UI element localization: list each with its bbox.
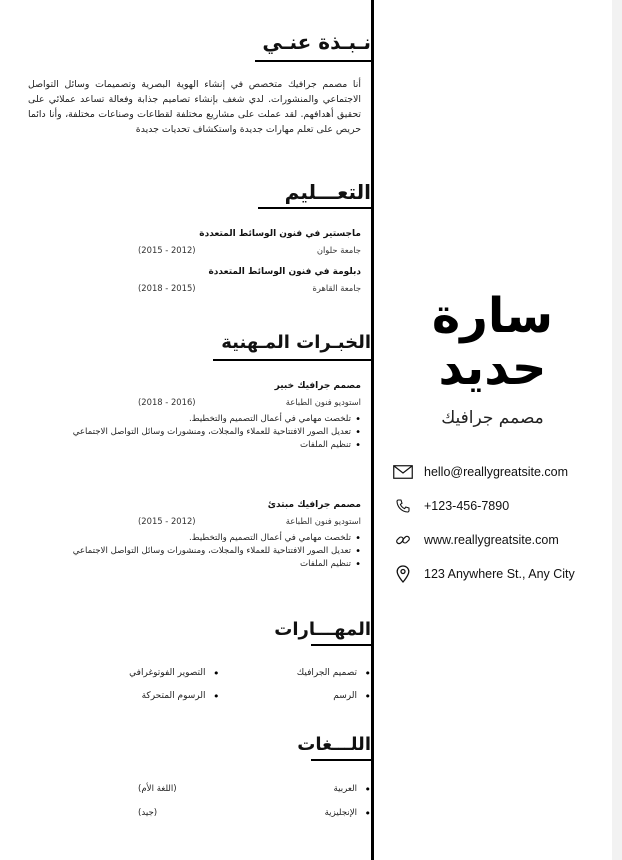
languages-heading: اللـــغات bbox=[297, 734, 371, 755]
experience-section bbox=[28, 332, 371, 357]
education-list bbox=[28, 229, 371, 293]
contact-email[interactable] bbox=[392, 455, 602, 489]
experience-item bbox=[28, 381, 371, 452]
name-first: سارة bbox=[431, 288, 554, 344]
education-heading-underline bbox=[258, 207, 371, 209]
education-item bbox=[28, 267, 371, 293]
link-icon bbox=[392, 529, 414, 551]
job-role: مصمم جرافيك خبير bbox=[274, 381, 361, 391]
phone-icon bbox=[392, 495, 414, 517]
contact-address[interactable] bbox=[392, 557, 602, 591]
job-bullet: • تلخصت مهامي في أعمال التصميم والتخطيط. bbox=[28, 413, 361, 426]
experience-heading: الخبـرات المـهنية bbox=[221, 332, 371, 353]
languages-list bbox=[28, 784, 371, 832]
email-text: hello@reallygreatsite.com bbox=[424, 465, 569, 479]
education-years: (2015 - 2018) bbox=[138, 283, 196, 293]
phone-text: +123-456-7890 bbox=[424, 499, 510, 513]
name-last: حديد bbox=[438, 340, 547, 396]
job-bullet: • تعديل الصور الافتتاحية للعملاء والمجلات، ومنشورات وسائل التواصل الاجتماعي bbox=[28, 426, 361, 439]
profile-name bbox=[400, 290, 585, 394]
education-heading: التعـــليم bbox=[284, 180, 371, 204]
languages-heading-underline bbox=[311, 759, 371, 761]
job-years: (2016 - 2018) bbox=[138, 397, 196, 407]
website-text: www.reallygreatsite.com bbox=[424, 533, 559, 547]
skills-heading: المهـــارات bbox=[274, 619, 371, 640]
education-item bbox=[28, 229, 371, 255]
vertical-divider bbox=[371, 0, 374, 860]
education-years: (2012 - 2015) bbox=[138, 245, 196, 255]
language-name: • العربية bbox=[333, 784, 357, 794]
contact-phone[interactable] bbox=[392, 489, 602, 523]
envelope-icon bbox=[392, 461, 414, 483]
degree-title: دبلومة في فنون الوسائط المتعددة bbox=[208, 267, 361, 277]
skills-heading-underline bbox=[311, 644, 371, 646]
language-level: (جيد) bbox=[138, 808, 158, 818]
job-role: مصمم جرافيك مبتدئ bbox=[267, 500, 361, 510]
about-section bbox=[28, 30, 371, 58]
contact-list bbox=[392, 455, 602, 591]
education-section bbox=[28, 180, 371, 208]
about-text: أنا مصمم جرافيك متخصص في إنشاء الهوية البصرية وتصميمات وسائل التواصل الاجتماعي والمنشورات. لدي شغف بإنشاء تصاميم جذابة وفعالة تساعد عملائي على تحقيق أهدافهم. لقد عملت على مشاريع مختلفة لقطاعات وصناعات مختلفة، وأنا دائما حريص على تعلم مهارات جديدة واستكشاف تحديات جديدة bbox=[28, 79, 361, 135]
language-item bbox=[28, 784, 371, 794]
skill-item: • الرسوم المتحركة bbox=[68, 691, 220, 701]
profile-title: مصمم جرافيك bbox=[441, 408, 544, 428]
skills-section bbox=[28, 619, 371, 644]
scrollbar[interactable] bbox=[612, 0, 622, 860]
degree-title: ماجستير في فنون الوسائط المتعددة bbox=[199, 229, 361, 239]
about-heading: نـبـذة عنـي bbox=[262, 30, 371, 54]
skills-list bbox=[28, 668, 371, 701]
about-heading-underline bbox=[255, 60, 371, 62]
experience-heading-underline bbox=[213, 359, 371, 361]
job-years: (2012 - 2015) bbox=[138, 516, 196, 526]
skill-item: • التصوير الفوتوغرافي bbox=[68, 668, 220, 678]
job-bullet: • تنظيم الملفات bbox=[28, 439, 361, 452]
contact-website[interactable] bbox=[392, 523, 602, 557]
language-name: • الإنجليزية bbox=[324, 808, 357, 818]
school-name: جامعة حلوان bbox=[316, 245, 361, 255]
job-bullet: • تلخصت مهامي في أعمال التصميم والتخطيط. bbox=[28, 532, 361, 545]
job-company: استوديو فنون الطباعة bbox=[285, 516, 361, 526]
address-text: 123 Anywhere St., Any City bbox=[424, 567, 575, 581]
skill-item: • تصميم الجرافيك bbox=[220, 668, 372, 678]
skill-item: • الرسم bbox=[220, 691, 372, 701]
experience-item bbox=[28, 500, 371, 571]
language-item bbox=[28, 808, 371, 818]
job-company: استوديو فنون الطباعة bbox=[285, 397, 361, 407]
school-name: جامعة القاهرة bbox=[312, 283, 361, 293]
languages-section bbox=[28, 734, 371, 759]
language-level: (اللغة الأم) bbox=[138, 784, 177, 794]
location-pin-icon bbox=[392, 563, 414, 585]
about-body bbox=[28, 77, 371, 137]
job-bullet: • تنظيم الملفات bbox=[28, 558, 361, 571]
job-bullet: • تعديل الصور الافتتاحية للعملاء والمجلات، ومنشورات وسائل التواصل الاجتماعي bbox=[28, 545, 361, 558]
